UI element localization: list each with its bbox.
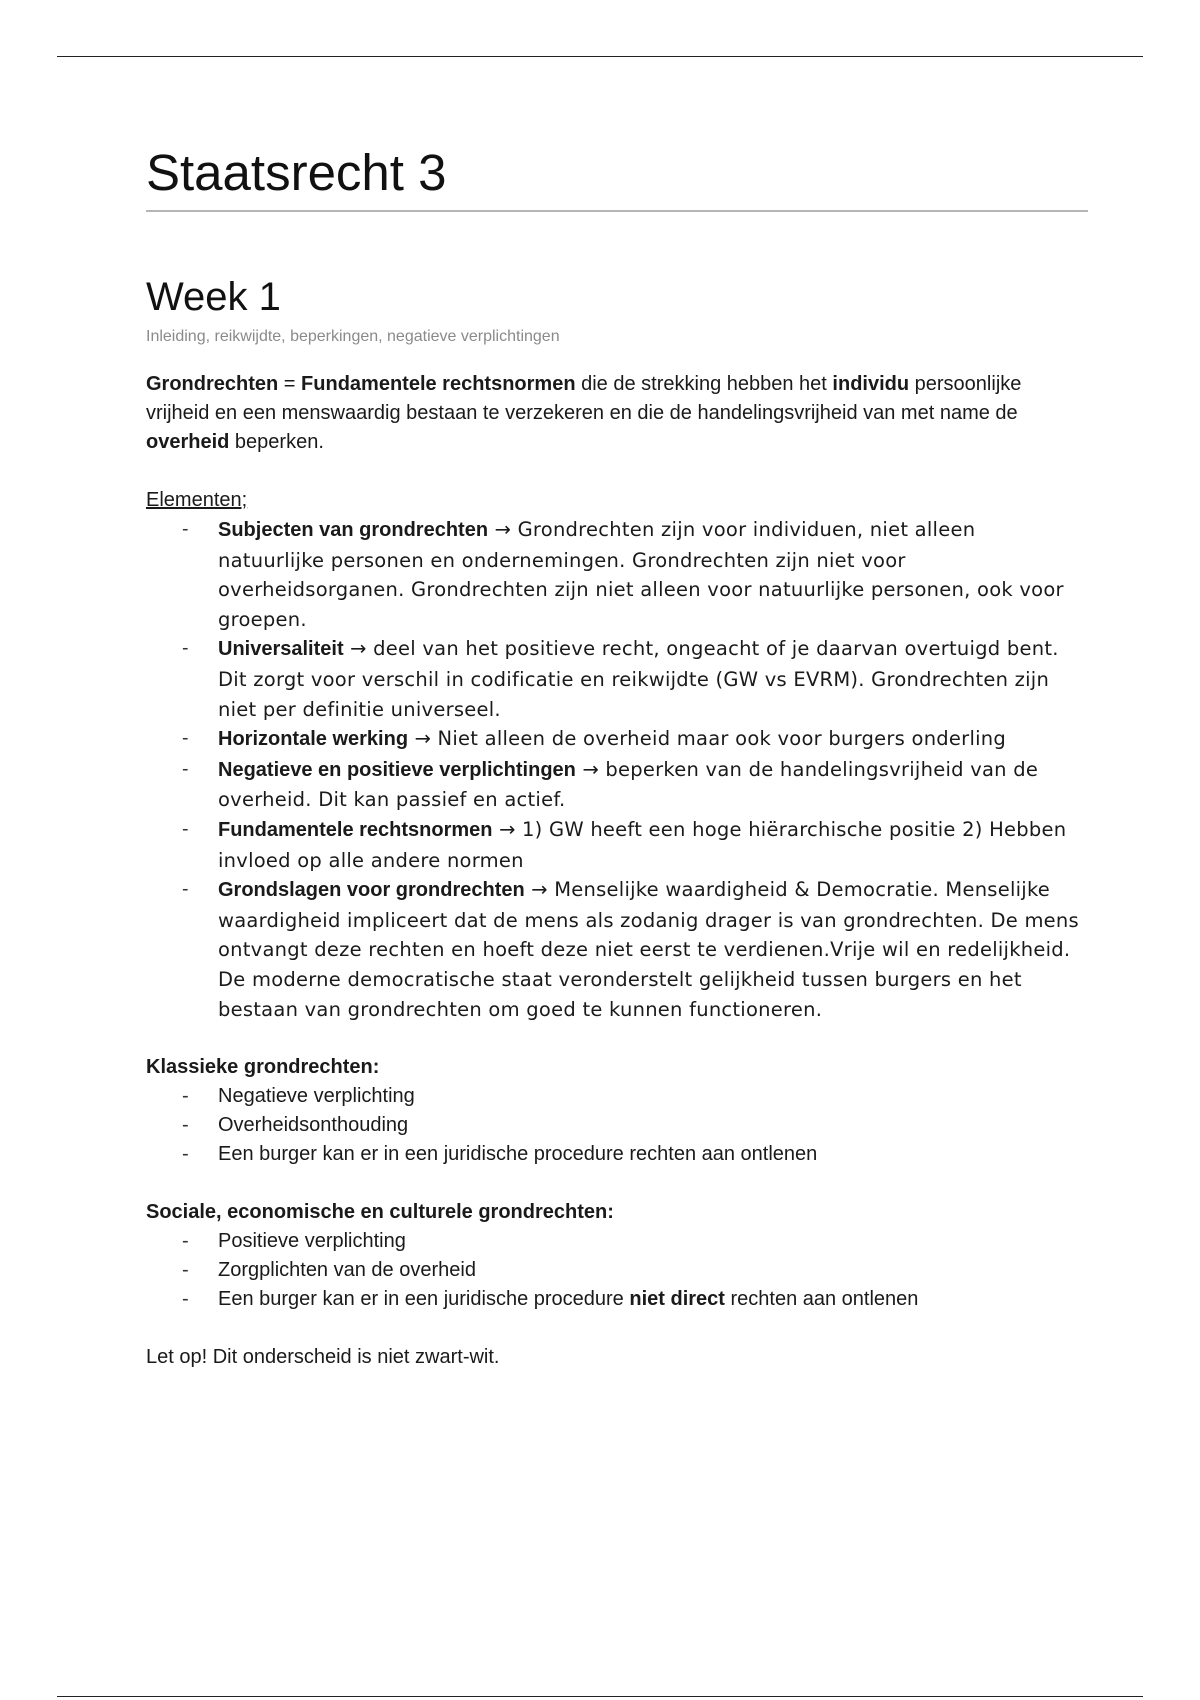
list-item bbox=[218, 875, 1088, 1024]
arrow: → bbox=[488, 518, 518, 542]
elementen-list bbox=[146, 515, 1088, 1024]
list-item bbox=[218, 634, 1088, 724]
definition-text-1: die de strekking hebben het bbox=[575, 373, 833, 396]
definition-text-2: persoonlijke vrijheid en een menswaardig bestaan te verzekeren en die de handelingsvrijheid van met name de bbox=[146, 373, 1022, 425]
definition-text-3: beperken. bbox=[229, 431, 324, 454]
arrow: → bbox=[492, 818, 523, 842]
list-item-text: 1) GW heeft een hoge hiërarchische positie 2) Hebben invloed op alle andere normen bbox=[218, 818, 1067, 872]
list-item bbox=[218, 515, 1088, 634]
definition-authority: overheid bbox=[146, 431, 230, 454]
elementen-heading: Elementen; bbox=[146, 489, 248, 512]
list-item-text: rechten aan ontlenen bbox=[724, 1288, 919, 1311]
list-item: - Negatieve verplichting bbox=[218, 1082, 1088, 1111]
note-paragraph: Let op! Dit onderscheid is niet zwart-wit. bbox=[146, 1346, 500, 1369]
arrow: → bbox=[575, 757, 606, 781]
definition-key: Fundamentele rechtsnormen bbox=[301, 373, 576, 396]
klassieke-heading: Klassieke grondrechten: bbox=[146, 1056, 380, 1079]
list-item-term: Universaliteit bbox=[218, 638, 344, 661]
arrow: → bbox=[343, 637, 374, 661]
list-item-text: beperken van de handelingsvrijheid van de overheid. Dit kan passief en actief. bbox=[218, 757, 1039, 812]
sociale-list bbox=[146, 1227, 1088, 1314]
week-heading: Week 1 bbox=[146, 275, 281, 320]
list-item: - Positieve verplichting bbox=[218, 1227, 1088, 1256]
list-item bbox=[218, 815, 1088, 875]
list-item: - Overheidsonthouding bbox=[218, 1111, 1088, 1140]
document-title: Staatsrecht 3 bbox=[146, 145, 1088, 212]
list-item bbox=[218, 1285, 1088, 1314]
arrow: → bbox=[408, 727, 438, 751]
list-item bbox=[218, 755, 1088, 815]
klassieke-list bbox=[146, 1082, 1088, 1169]
definition-term: Grondrechten bbox=[146, 373, 279, 396]
emphasis-text: niet direct bbox=[629, 1288, 725, 1311]
sociale-heading: Sociale, economische en culturele grondrechten: bbox=[146, 1201, 614, 1224]
list-item-term: Fundamentele rechtsnormen bbox=[218, 819, 493, 842]
list-item-text: Een burger kan er in een juridische procedure bbox=[218, 1288, 630, 1311]
list-item bbox=[218, 724, 1088, 755]
document-page bbox=[146, 145, 1088, 1372]
list-item-term: Subjecten van grondrechten bbox=[218, 519, 489, 542]
list-item-term: Horizontale werking bbox=[218, 728, 409, 751]
definition-subject: individu bbox=[832, 373, 910, 396]
list-item-text: Niet alleen de overheid maar ook voor burgers onderling bbox=[437, 727, 1007, 751]
list-item: - Een burger kan er in een juridische procedure rechten aan ontlenen bbox=[218, 1140, 1088, 1169]
arrow: → bbox=[524, 878, 555, 902]
page-bottom-rule bbox=[57, 1696, 1143, 1697]
list-item-text: Menselijke waardigheid & Democratie. Menselijke waardigheid impliceert dat de mens als zodanig drager is van grondrechten. De mens ontvangt deze rechten en hoeft deze niet eerst te verdienen.Vrije wil en redelijkheid. De moderne democratische staat veronderstelt gelijkheid tussen burgers en het bestaan van grondrechten om goed te kunnen functioneren. bbox=[218, 878, 1079, 1021]
list-item-text: deel van het positieve recht, ongeacht of je daarvan overtuigd bent. Dit zorgt voor verschil in codificatie en reikwijdte (GW vs EVRM). Grondrechten zijn niet per definitie universeel. bbox=[218, 637, 1059, 721]
page-top-rule bbox=[57, 56, 1143, 57]
week-subtitle: Inleiding, reikwijdte, beperkingen, negatieve verplichtingen bbox=[146, 328, 560, 346]
list-item-text: Grondrechten zijn voor individuen, niet alleen natuurlijke personen en ondernemingen. Grondrechten zijn niet voor overheidsorganen. Grondrechten zijn niet alleen voor natuurlijke personen, ook voor groepen. bbox=[218, 518, 1064, 631]
list-item-term: Grondslagen voor grondrechten bbox=[218, 879, 525, 902]
definition-equals: = bbox=[278, 373, 302, 396]
list-item-term: Negatieve en positieve verplichtingen bbox=[218, 758, 576, 781]
list-item: - Zorgplichten van de overheid bbox=[218, 1256, 1088, 1285]
definition-paragraph bbox=[146, 370, 1088, 457]
